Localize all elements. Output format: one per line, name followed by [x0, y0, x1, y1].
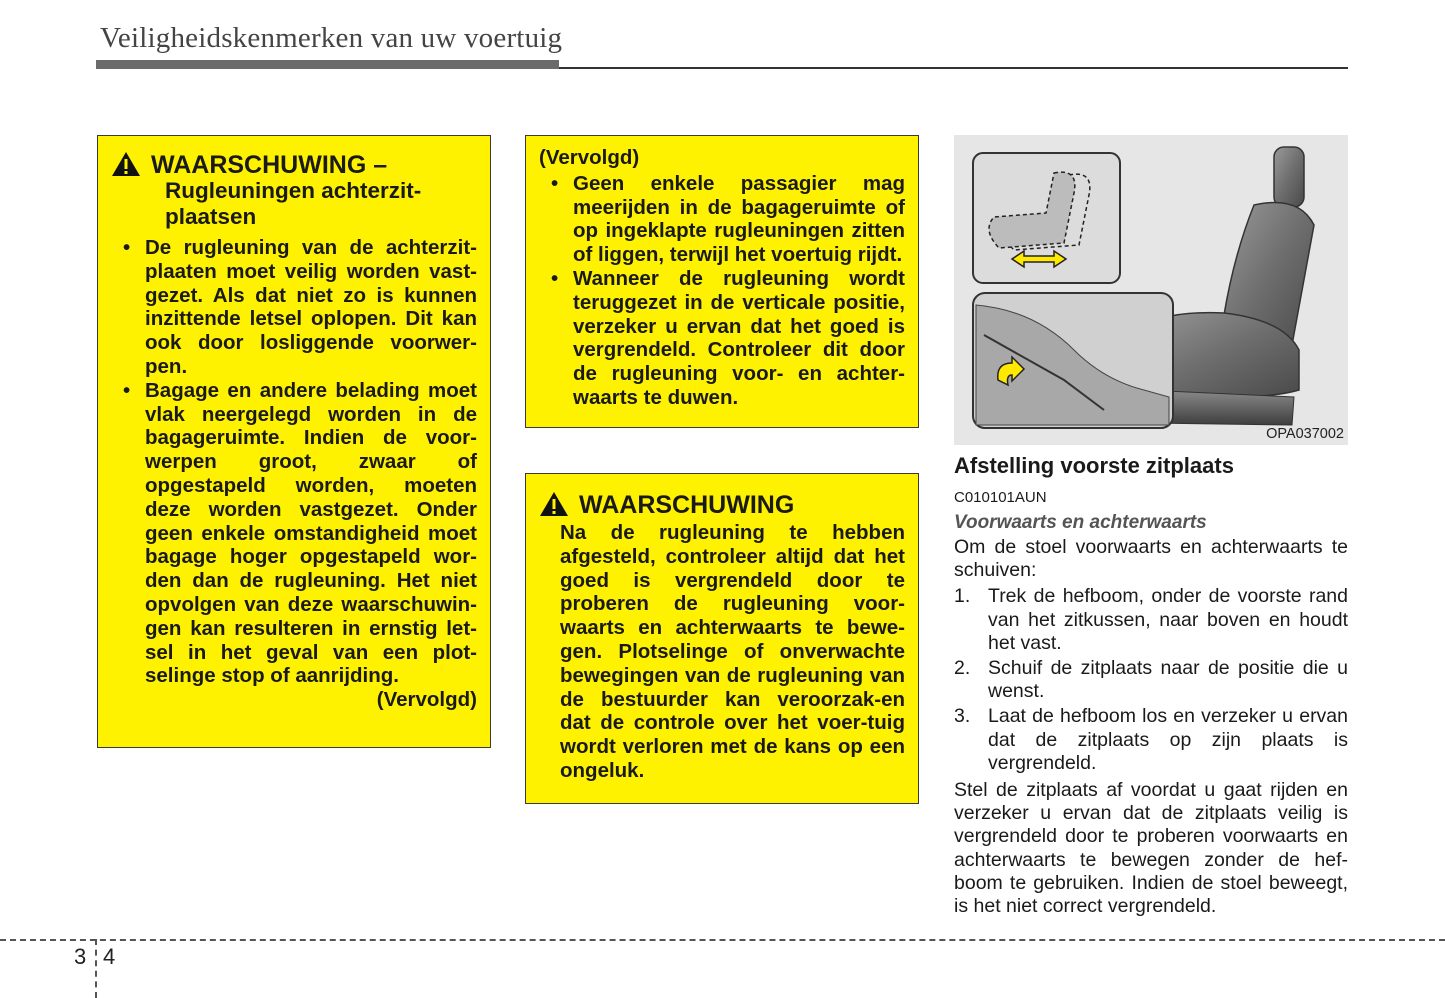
section-code: C010101AUN — [954, 489, 1047, 506]
header-bar — [96, 60, 559, 69]
figure-code: OPA037002 — [1266, 426, 1344, 442]
step-item: 1. Trek de hefboom, onder de voorste rand van het zitkussen, naar boven en houdt het vast. — [954, 585, 1348, 654]
page-number: 4 — [103, 944, 116, 969]
section-title: Afstelling voorste zitplaats — [954, 453, 1234, 478]
warning-heading — [539, 492, 905, 518]
warning-heading — [111, 152, 477, 178]
seat-adjustment-illustration — [954, 135, 1348, 445]
bullet-item: • Wanneer de rugleuning wordt teruggezet in de verticale positie, verzeker u ervan dat het goed is vergrendeld. Controleer dit door de rugleuning voor- en achter-waarts te duwen. — [539, 267, 905, 410]
warning-bullet-list — [111, 236, 477, 688]
continued-label: (Vervolgd) — [376, 688, 477, 712]
outro-text: Stel de zitplaats af voordat u gaat rijden en verzeker u ervan dat de zitplaats veilig is vergrendeld door te proberen voorwaarts en achterwaarts te bewegen zonder de hef-boom te gebruiken. Indien de stoel beweegt, is het niet correct vergrendeld. — [954, 779, 1348, 918]
warning-subtitle: Rugleuningen achterzit- plaatsen — [165, 178, 422, 229]
steps-list — [954, 585, 1348, 775]
bullet-item: • De rugleuning van de achterzit-plaaten moet veilig worden vast-gezet. Als dat niet zo is kunnen inzittende letsel oplopen. Dit kan ook door losliggende voorwer-pen. — [111, 236, 477, 379]
bullet-item: • Bagage en andere belading moet vlak neergelegd worden in de bagageruimte. Indien de voor-werpen groot, zwaar of opgestapeld worden, moeten deze worden vastgezet. Onder geen enkele omstandigheid moet bagage hoger opgestapeld wor-den dan de rugleuning. Het niet opvolgen van deze waarschuwin-gen kan resulteren in ernstig let-sel in het geval van een plot-selinge stop of aanrijding. — [111, 379, 477, 688]
bullet-item: • Geen enkele passagier mag meerijden in de bagageruimte of op ingeklapte rugleuningen zitten of liggen, terwijl het voertuig rijdt. — [539, 172, 905, 267]
step-item: 2. Schuif de zitplaats naar de positie die u wenst. — [954, 657, 1348, 703]
warning-box-rear-seatbacks — [97, 135, 491, 748]
chapter-number: 3 — [74, 944, 87, 969]
warning-bullet-list — [539, 172, 905, 410]
header-rule — [559, 67, 1348, 69]
warning-box-seatback-lock — [525, 473, 919, 804]
warning-box-continued — [525, 135, 919, 428]
continued-label: (Vervolgd) — [539, 146, 640, 169]
warning-title: WAARSCHUWING – — [151, 151, 388, 179]
warning-triangle-icon — [539, 491, 569, 517]
step-item: 3. Laat de hefboom los en verzeker u ervan dat de zitplaats op zijn plaats is vergrendeld. — [954, 705, 1348, 774]
warning-title: WAARSCHUWING — [579, 491, 795, 519]
front-seat-adjustment-section — [954, 452, 1348, 918]
footer-vertical-divider — [95, 939, 97, 998]
intro-text: Om de stoel voorwaarts en achterwaarts te schuiven: — [954, 536, 1348, 582]
warning-triangle-icon — [111, 151, 141, 177]
warning-text: Na de rugleuning te hebben afgesteld, controleer altijd dat het goed is vergrendeld door te proberen de rugleuning voor-waarts en achterwaarts te bewe-gen. Plotselinge of onverwachte bewegingen van de rugleuning van de bestuurder kan veroorzak-en dat de controle over het voer-tuig wordt verloren met de kans op een ongeluk. — [560, 521, 905, 782]
footer-divider — [0, 939, 1445, 941]
page-header-title: Veiligheidskenmerken van uw voertuig — [100, 22, 563, 54]
section-subtitle: Voorwaarts en achterwaarts — [954, 512, 1207, 533]
seat-icon — [954, 135, 1348, 445]
